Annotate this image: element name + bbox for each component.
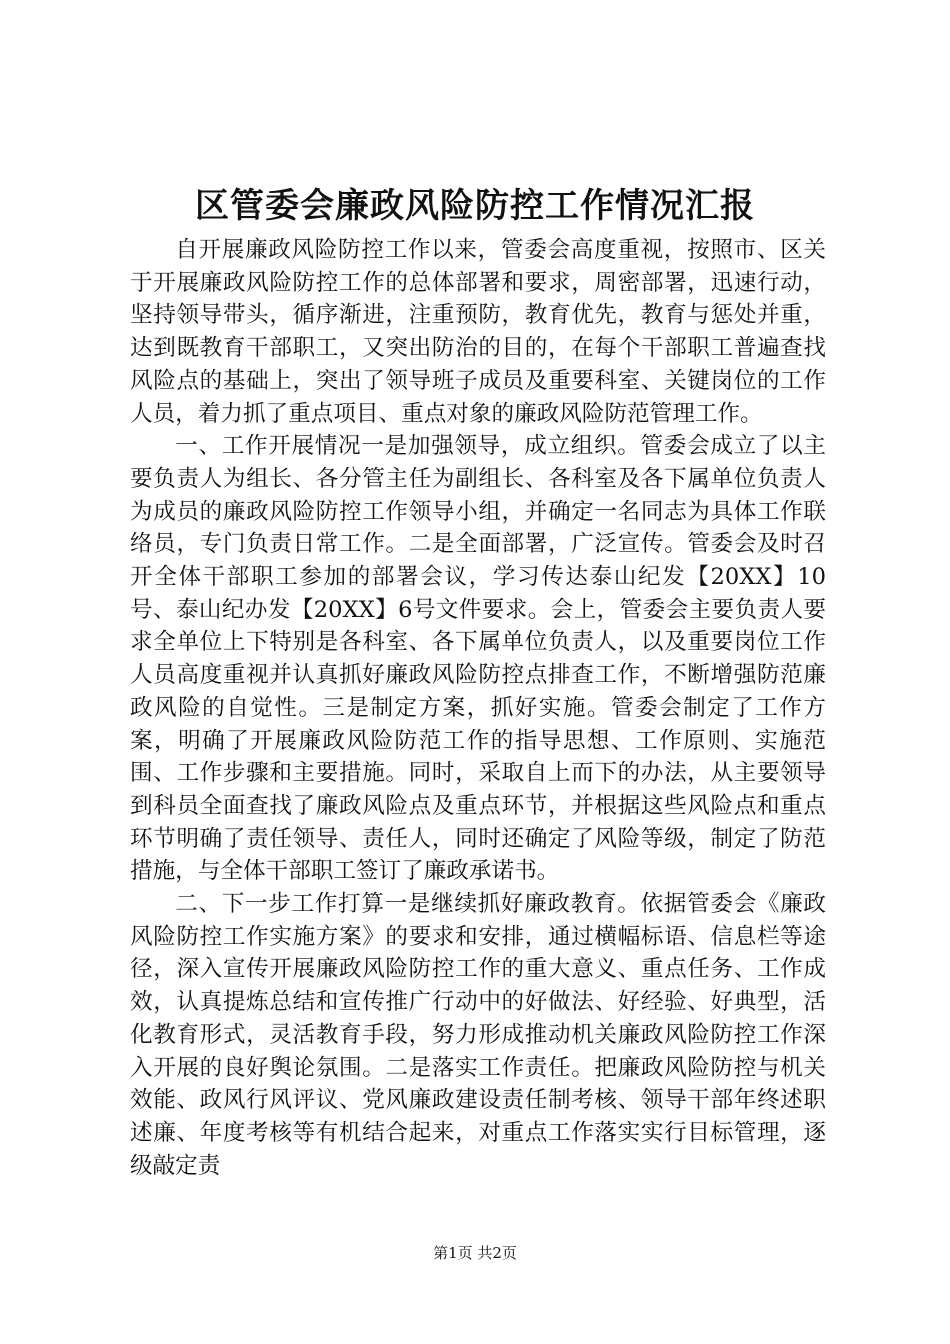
paragraph-next-steps: 二、下一步工作打算一是继续抓好廉政教育。依据管委会《廉政风险防控工作实施方案》的要求和安排，通过横幅标语、信息栏等途径，深入宣传开展廉政风险防控工作的重大意义、重点任务、工作成效，认真提炼总结和宣传推广行动中的好做法、好经验、好典型，活化教育形式，灵活教育手段，努力形成推动机关廉政风险防控工作深入开展的良好舆论氛围。二是落实工作责任。把廉政风险防控与机关效能、政风行风评议、党风廉政建设责任制考核、领导干部年终述职述廉、年度考核等有机结合起来，对重点工作落实实行目标管理，逐级敲定责 xyxy=(130,891,826,1179)
document-title: 区管委会廉政风险防控工作情况汇报 xyxy=(195,186,755,226)
page-number-footer: 第1页 共2页 xyxy=(433,1244,517,1262)
paragraph-work-progress: 一、工作开展情况一是加强领导，成立组织。管委会成立了以主要负责人为组长、各分管主任为副组长、各科室及各下属单位负责人为成员的廉政风险防控工作领导小组，并确定一名同志为具体工作联络员，专门负责日常工作。二是全面部署，广泛宣传。管委会及时召开全体干部职工参加的部署会议，学习传达泰山纪发【20XX】10号、泰山纪办发【20XX】6号文件要求。会上，管委会主要负责人要求全单位上下特别是各科室、各下属单位负责人，以及重要岗位工作人员高度重视并认真抓好廉政风险防控点排查工作，不断增强防范廉政风险的自觉性。三是制定方案，抓好实施。管委会制定了工作方案，明确了开展廉政风险防范工作的指导思想、工作原则、实施范围、工作步骤和主要措施。同时，采取自上而下的办法，从主要领导到科员全面查找了廉政风险点及重点环节，并根据这些风险点和重点环节明确了责任领导、责任人，同时还确定了风险等级，制定了防范措施，与全体干部职工签订了廉政承诺书。 xyxy=(130,433,826,885)
document-body xyxy=(130,234,826,1182)
paragraph-intro: 自开展廉政风险防控工作以来，管委会高度重视，按照市、区关于开展廉政风险防控工作的总体部署和要求，周密部署，迅速行动，坚持领导带头，循序渐进，注重预防，教育优先，教育与惩处并重，达到既教育干部职工，又突出防治的目的，在每个干部职工普遍查找风险点的基础上，突出了领导班子成员及重要科室、关键岗位的工作人员，着力抓了重点项目、重点对象的廉政风险防范管理工作。 xyxy=(130,237,826,427)
